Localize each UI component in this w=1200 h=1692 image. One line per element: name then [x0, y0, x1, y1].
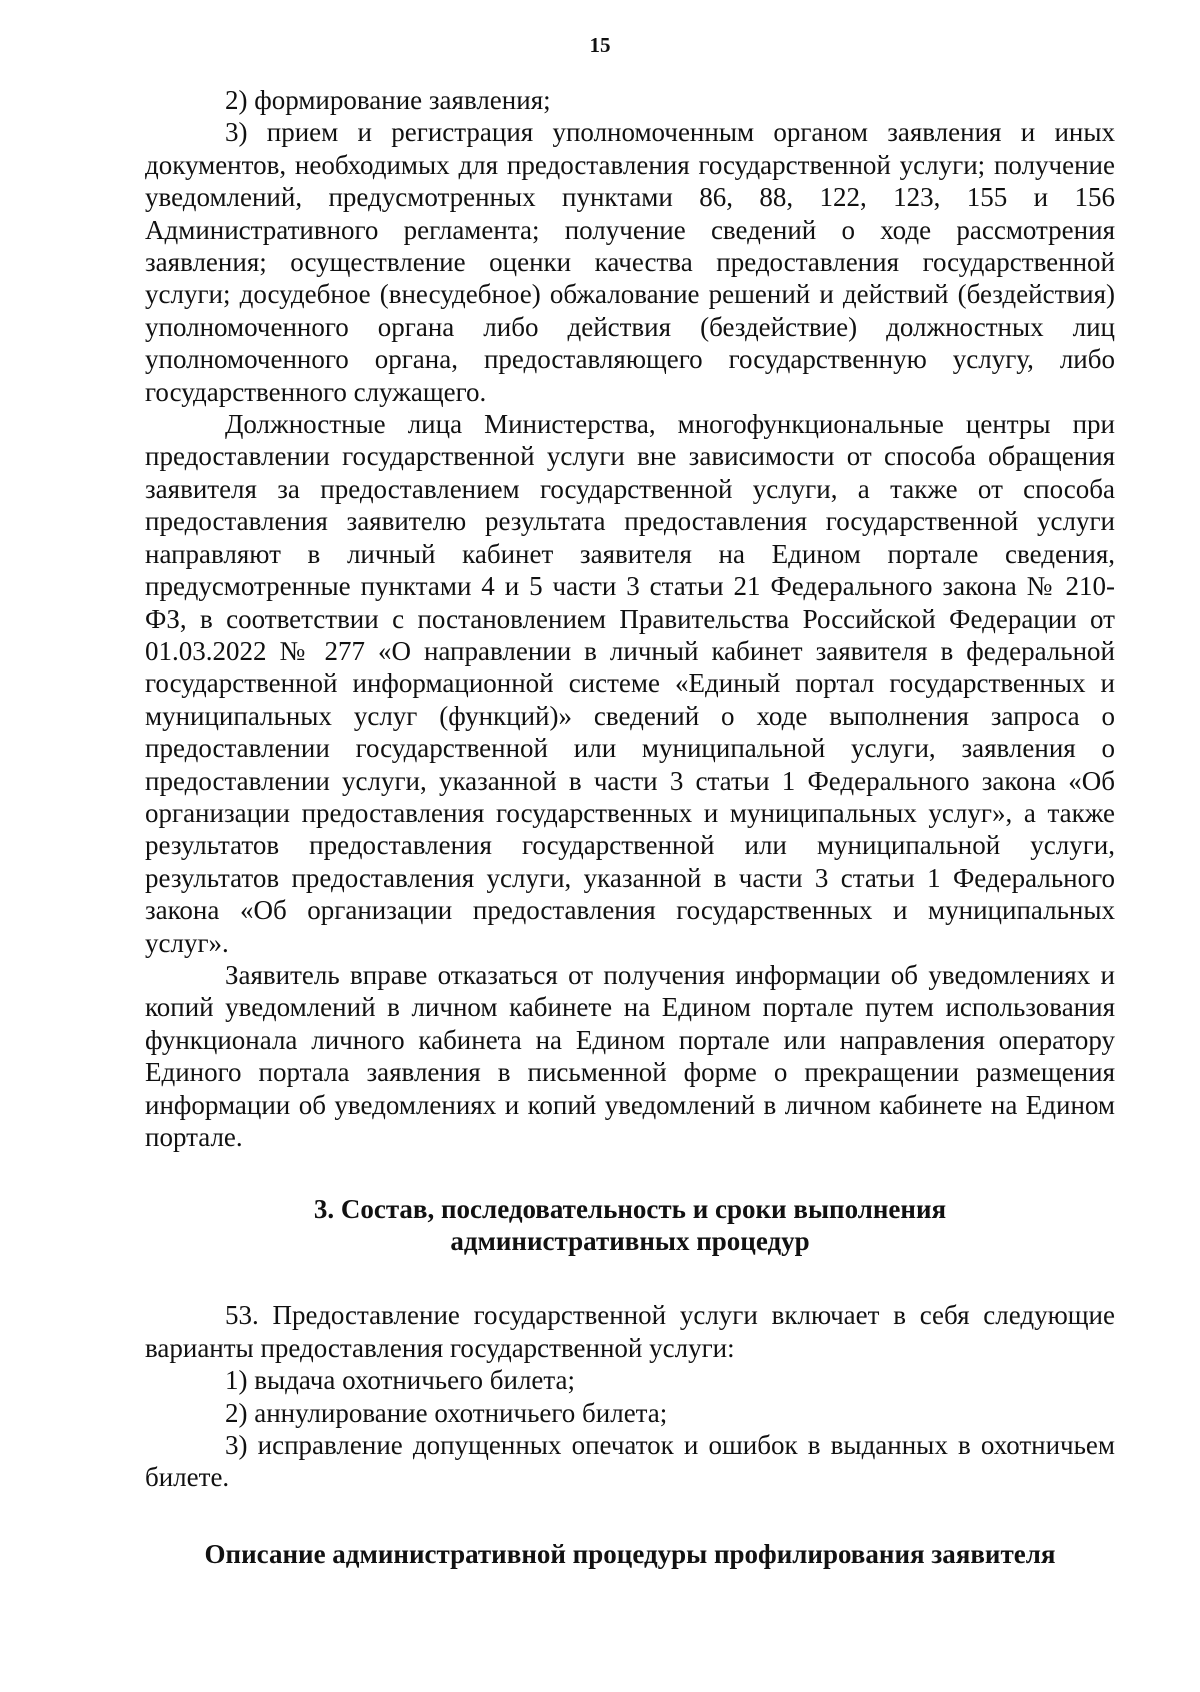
list-item-2: 2) формирование заявления; [225, 85, 551, 115]
section-heading-line-2: административных процедур [450, 1226, 810, 1257]
variant-item-1: 1) выдача охотничьего билета; [225, 1365, 576, 1396]
list-item-3: 3) прием и регистрация уполномоченным органом заявления и иных документов, необходимых для предоставления государственной услуги; получение уведомлений, предусмотренных пунктами 86, 88, 122, 123, 155 и 156 Административного регламента; получение сведений о ходе рассмотрения заявления; осуществление оценки качества предоставления государственной услуги; досудебное (внесудебное) обжалование решений и действий (бездействия) уполномоченного органа либо действия (бездействие) должностных лиц уполномоченного органа, предоставляющего государственную услугу, либо государственного служащего. [145, 117, 1115, 407]
section-heading [145, 1193, 1115, 1257]
page-number: 15 [589, 33, 611, 57]
paragraph-refusal: Заявитель вправе отказаться от получения информации об уведомлениях и копий уведомлений в личном кабинете на Едином портале путем использования функционала личного кабинета на Едином портале или направления оператору Единого портала заявления в письменной форме о прекращении размещения информации об уведомлениях и копий уведомлений в личном кабинете на Едином портале. [145, 959, 1115, 1152]
variant-item-3: 3) исправление допущенных опечаток и ошибок в выданных в охотничьем билете. [145, 1430, 1115, 1493]
paragraph-notifications: Должностные лица Министерства, многофункциональные центры при предоставлении государственной услуги вне зависимости от способа обращения заявителя за предоставлением государственной услуги, а также от способа предоставления заявителю результата предоставления государственной услуги направляют в личный кабинет заявителя на Едином портале сведения, предусмотренные пунктами 4 и 5 части 3 статьи 21 Федерального закона № 210-ФЗ, в соответствии с постановлением Правительства Российской Федерации от 01.03.2022 № 277 «О направлении в личный кабинет заявителя в федеральной государственной информационной системе «Единый портал государственных и муниципальных услуг (функций)» сведений о ходе выполнения запроса о предоставлении государственной или муниципальной услуги, заявления о предоставлении услуги, указанной в части 3 статьи 1 Федерального закона «Об организации предоставления государственных и муниципальных услуг», а также результатов предоставления государственной или муниципальной услуги, результатов предоставления услуги, указанной в части 3 статьи 1 Федерального закона «Об организации предоставления государственных и муниципальных услуг». [145, 409, 1115, 958]
section-heading-line-1: 3. Состав, последовательность и сроки выполнения [313, 1194, 947, 1225]
variant-item-2: 2) аннулирование охотничьего билета; [225, 1397, 668, 1428]
paragraph-53: 53. Предоставление государственной услуги включает в себя следующие варианты предоставления государственной услуги: [145, 1300, 1115, 1363]
document-body [145, 84, 1115, 1570]
subsection-heading: Описание административной процедуры профилирования заявителя [204, 1538, 1056, 1569]
